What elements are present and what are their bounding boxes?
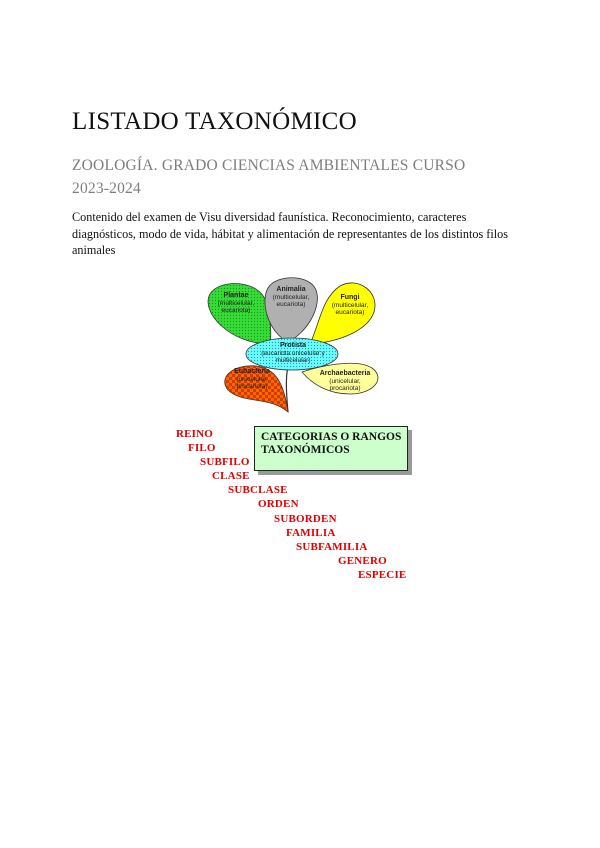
- taxonomy-figure: [160, 272, 440, 592]
- rank-filo: FILO: [188, 442, 216, 454]
- page-title: LISTADO TAXONÓMICO: [72, 108, 357, 135]
- rank-suborden: SUBORDEN: [274, 513, 337, 525]
- categories-box: CATEGORIAS O RANGOS TAXONÓMICOS: [254, 426, 408, 471]
- rank-genero: GENERO: [338, 555, 387, 567]
- rank-subfamilia: SUBFAMILIA: [296, 541, 368, 553]
- rank-reino: REINO: [176, 428, 214, 440]
- rank-clase: CLASE: [212, 470, 250, 482]
- label-plantae: Plantae (multicelular, eucariota): [217, 292, 255, 314]
- rank-especie: ESPECIE: [358, 569, 407, 581]
- label-protista: Protista (eucariota unicelular y multicelular): [261, 342, 325, 364]
- intro-paragraph: Contenido del examen de Visu diversidad faunística. Reconocimiento, caracteres diagnósticos, modo de vida, hábitat y alimentación de representantes de los distintos filos animales: [72, 210, 508, 257]
- label-fungi: Fungi (multicelular, eucariota): [331, 294, 369, 316]
- label-eubacteria: Eubacteria (unicelular, procariota): [234, 368, 270, 390]
- page-subtitle: ZOOLOGÍA. GRADO CIENCIAS AMBIENTALES CURSO 2023-2024: [72, 157, 466, 197]
- label-archaebacteria: Archaebacteria (unicelular, procariota): [319, 370, 371, 392]
- rank-subfilo: SUBFILO: [200, 456, 250, 468]
- rank-subclase: SUBCLASE: [228, 484, 288, 496]
- rank-orden: ORDEN: [258, 498, 299, 510]
- label-animalia: Animalia (multicelular, eucariota): [272, 286, 310, 308]
- rank-familia: FAMILIA: [286, 527, 336, 539]
